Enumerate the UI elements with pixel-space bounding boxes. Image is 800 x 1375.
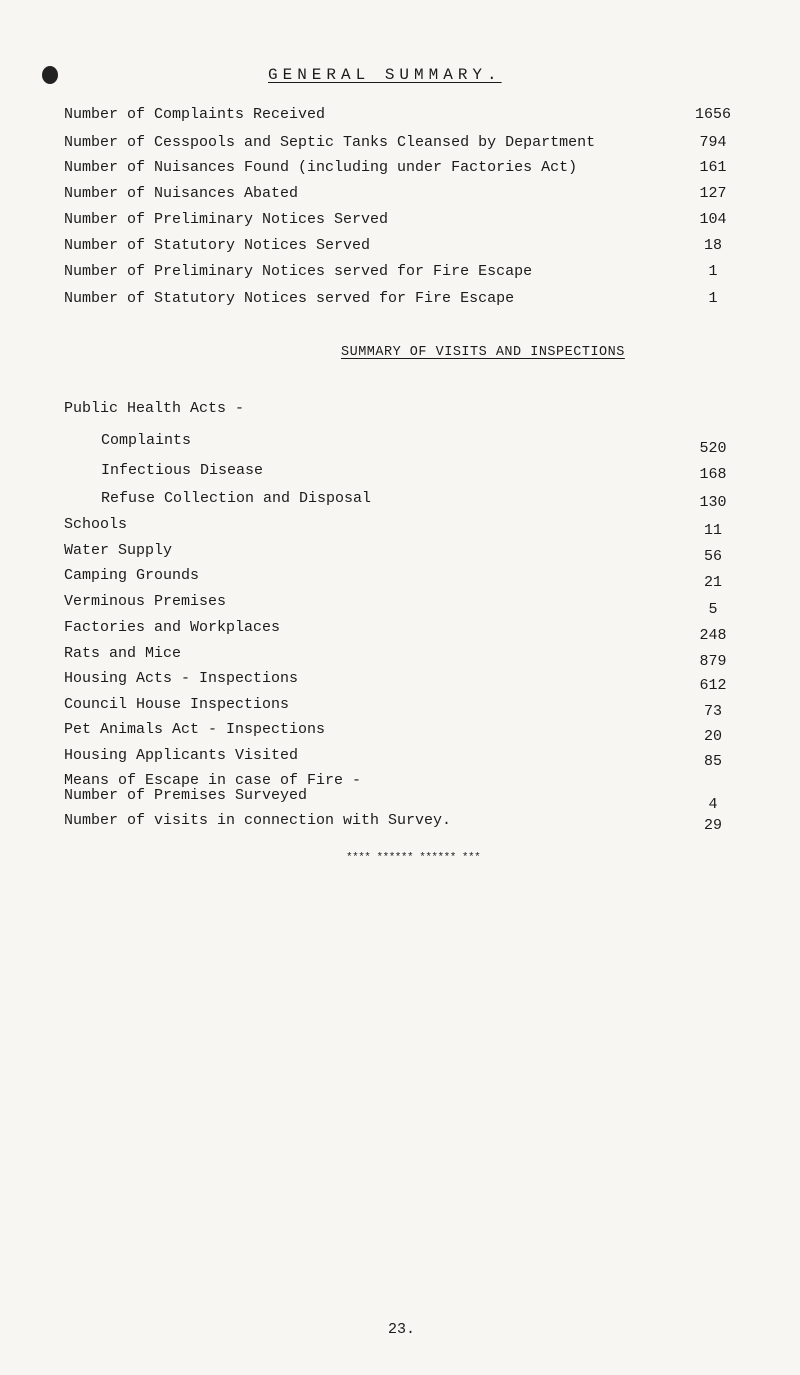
visit-row-label: Rats and Mice xyxy=(64,645,182,662)
visit-row-value: 130 xyxy=(699,494,727,511)
visit-row-value: 520 xyxy=(699,440,727,457)
visit-row-label: Means of Escape in case of Fire - xyxy=(64,772,362,789)
summary-row-value: 18 xyxy=(703,237,722,254)
summary-row-label: Number of Statutory Notices Served xyxy=(64,237,371,254)
summary-row-label: Number of Nuisances Found (including under Factories Act) xyxy=(64,159,578,176)
summary-row xyxy=(0,263,800,285)
summary-row-label: Number of Nuisances Abated xyxy=(64,185,299,202)
visits-section-title: SUMMARY OF VISITS AND INSPECTIONS xyxy=(341,345,625,360)
group-heading-row xyxy=(0,400,800,422)
summary-row-value: 161 xyxy=(699,159,727,176)
summary-row xyxy=(0,290,800,312)
visit-row-value: 5 xyxy=(708,601,718,618)
visit-row-label: Camping Grounds xyxy=(64,567,200,584)
summary-row-label: Number of Preliminary Notices Served xyxy=(64,211,389,228)
page-number: 23. xyxy=(388,1321,416,1338)
visit-row-label: Schools xyxy=(64,516,128,533)
summary-row xyxy=(0,159,800,181)
visit-row-label: Water Supply xyxy=(64,542,173,559)
visit-row-value: 168 xyxy=(699,466,727,483)
visit-row xyxy=(0,462,800,484)
summary-row-label: Number of Statutory Notices served for Fire Escape xyxy=(64,290,515,307)
visit-row xyxy=(0,516,800,538)
visit-row xyxy=(0,696,800,718)
visit-row xyxy=(0,432,800,457)
visit-row xyxy=(0,670,800,692)
summary-row-value: 1656 xyxy=(694,106,731,123)
visit-row-value: 21 xyxy=(703,574,722,591)
summary-row-value: 1 xyxy=(708,263,718,280)
visit-row xyxy=(0,747,800,769)
summary-row-label: Number of Preliminary Notices served for Fire Escape xyxy=(64,263,533,280)
visit-row-value: 11 xyxy=(703,522,722,539)
visit-row xyxy=(0,721,800,743)
group-heading: Public Health Acts - xyxy=(64,400,245,417)
general-summary-title: GENERAL SUMMARY. xyxy=(268,66,502,84)
visit-row-label: Infectious Disease xyxy=(101,462,264,479)
visit-row-value: 73 xyxy=(703,703,722,720)
visit-row-value: 612 xyxy=(699,677,727,694)
visit-row-label: Verminous Premises xyxy=(64,593,227,610)
visit-row xyxy=(0,645,800,670)
visit-row-value: 56 xyxy=(703,548,722,565)
visit-row-label-continued: Number of Premises Surveyed xyxy=(64,787,308,804)
summary-row xyxy=(0,134,800,156)
summary-row xyxy=(0,185,800,207)
visit-row-label: Refuse Collection and Disposal xyxy=(101,490,372,507)
visit-row-label: Housing Applicants Visited xyxy=(64,747,299,764)
summary-row-value: 104 xyxy=(699,211,727,228)
summary-row-value: 1 xyxy=(708,290,718,307)
summary-row-value: 794 xyxy=(699,134,727,151)
visit-row xyxy=(0,772,800,813)
visit-row-label: Housing Acts - Inspections xyxy=(64,670,299,687)
visit-row-label: Number of visits in connection with Survey. xyxy=(64,812,452,829)
visit-row-value: 20 xyxy=(703,728,722,745)
visit-row-value: 29 xyxy=(703,817,722,834)
summary-row xyxy=(0,211,800,233)
separator-stars: **** ****** ****** *** xyxy=(346,852,481,864)
visit-row-label: Factories and Workplaces xyxy=(64,619,281,636)
visit-row-value: 879 xyxy=(699,653,727,670)
visit-row xyxy=(0,542,800,564)
visit-row xyxy=(0,812,800,834)
visit-row xyxy=(0,619,800,644)
visit-row-value: 4 xyxy=(708,796,718,813)
visit-row-label: Pet Animals Act - Inspections xyxy=(64,721,326,738)
summary-row xyxy=(0,237,800,259)
visit-row-label: Complaints xyxy=(101,432,192,449)
visit-row-value: 248 xyxy=(699,627,727,644)
visit-row-label: Council House Inspections xyxy=(64,696,290,713)
visit-row xyxy=(0,593,800,618)
summary-row-label: Number of Cesspools and Septic Tanks Cleansed by Department xyxy=(64,134,596,151)
punch-hole-mark xyxy=(42,66,58,84)
visit-row xyxy=(0,567,800,589)
summary-row xyxy=(0,106,800,128)
summary-row-value: 127 xyxy=(699,185,727,202)
summary-row-label: Number of Complaints Received xyxy=(64,106,326,123)
visit-row-value: 85 xyxy=(703,753,722,770)
visit-row xyxy=(0,490,800,512)
